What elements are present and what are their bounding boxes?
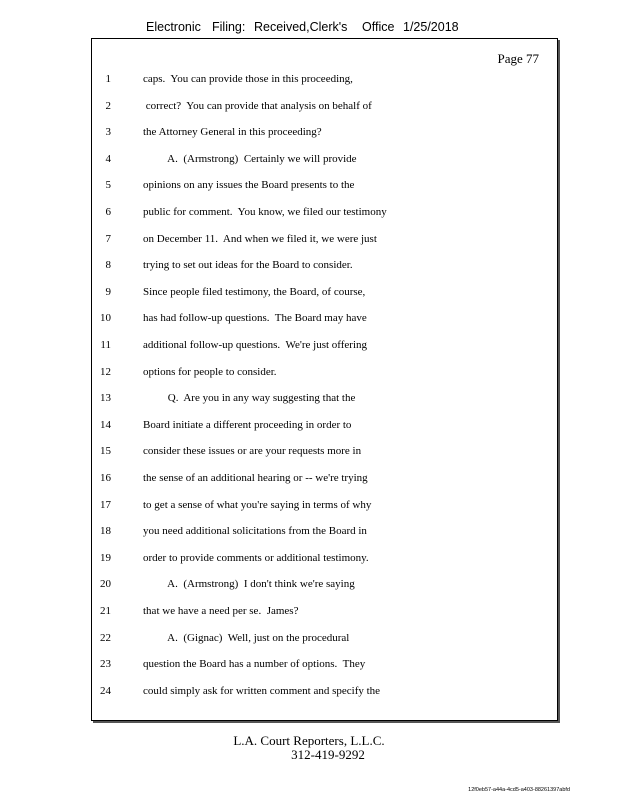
footer-phone: 312-419-9292 xyxy=(291,747,365,762)
transcript-line xyxy=(92,100,557,120)
transcript-line xyxy=(92,179,557,199)
transcript-line xyxy=(92,525,557,545)
line-text: the sense of an additional hearing or -- we're trying xyxy=(143,472,368,484)
transcript-line xyxy=(92,312,557,332)
header-office: Office xyxy=(362,20,395,34)
transcript-line xyxy=(92,499,557,519)
line-number: 15 xyxy=(100,445,111,458)
transcript-page xyxy=(91,38,558,721)
line-number: 2 xyxy=(105,99,111,112)
line-text: order to provide comments or additional testimony. xyxy=(143,551,369,564)
line-text: A. (Gignac) Well, just on the procedural xyxy=(143,631,350,644)
line-number: 23 xyxy=(100,658,111,671)
transcript-line xyxy=(92,685,557,705)
line-text: A. (Armstrong) I don't think we're saying xyxy=(143,578,355,591)
line-text: options for people to consider. xyxy=(143,365,277,378)
line-number: 21 xyxy=(100,605,111,617)
document-code: 12f0eb57-a44a-4cd5-a403-88261397abfd xyxy=(468,787,570,793)
line-text: to get a sense of what you're saying in terms of why xyxy=(143,498,372,511)
line-number: 10 xyxy=(100,312,111,325)
transcript-line xyxy=(92,206,557,226)
line-text: you need additional solicitations from the Board in xyxy=(143,525,367,538)
line-text: has had follow-up questions. The Board may have xyxy=(143,312,367,325)
line-number: 5 xyxy=(105,179,111,192)
line-text: question the Board has a number of options. They xyxy=(143,658,366,671)
line-number: 16 xyxy=(100,472,111,484)
line-number: 8 xyxy=(105,259,111,272)
line-text: that we have a need per se. James? xyxy=(143,605,299,617)
page-number: Page 77 xyxy=(497,51,539,66)
transcript-line xyxy=(92,605,557,625)
line-number: 13 xyxy=(100,392,111,405)
line-text: A. (Armstrong) Certainly we will provide xyxy=(143,152,357,165)
line-text: the Attorney General in this proceeding? xyxy=(143,126,322,139)
filing-header xyxy=(0,20,618,38)
line-number: 24 xyxy=(100,684,111,697)
line-text: on December 11. And when we filed it, we were just xyxy=(143,232,377,245)
transcript-line xyxy=(92,445,557,465)
transcript-line xyxy=(92,73,557,93)
line-text: Board initiate a different proceeding in order to xyxy=(143,418,352,431)
line-text: Since people filed testimony, the Board, of course, xyxy=(143,285,366,298)
header-electronic: Electronic xyxy=(146,20,201,34)
line-text: consider these issues or are your requests more in xyxy=(143,445,362,458)
line-number: 6 xyxy=(105,206,111,218)
transcript-line xyxy=(92,153,557,173)
transcript-line xyxy=(92,286,557,306)
footer-company: L.A. Court Reporters, L.L.C. xyxy=(233,733,385,748)
transcript-line xyxy=(92,366,557,386)
line-number: 22 xyxy=(100,631,111,644)
line-number: 17 xyxy=(100,498,111,511)
line-text: Q. Are you in any way suggesting that the xyxy=(143,392,356,405)
transcript-line xyxy=(92,339,557,359)
line-number: 20 xyxy=(100,578,111,591)
transcript-line xyxy=(92,472,557,492)
line-number: 9 xyxy=(105,285,111,298)
header-received: Received,Clerk's xyxy=(254,20,348,34)
line-text: correct? You can provide that analysis on behalf of xyxy=(143,99,372,112)
line-text: trying to set out ideas for the Board to consider. xyxy=(143,259,353,272)
transcript-line xyxy=(92,552,557,572)
line-number: 1 xyxy=(105,73,111,85)
header-date: 1/25/2018 xyxy=(403,20,459,34)
transcript-line xyxy=(92,392,557,412)
header-filing: Filing: xyxy=(212,20,246,34)
line-number: 12 xyxy=(100,365,111,378)
line-text: public for comment. You know, we filed our testimony xyxy=(143,206,387,218)
line-number: 19 xyxy=(100,551,111,564)
transcript-line xyxy=(92,126,557,146)
transcript-line xyxy=(92,578,557,598)
line-text: could simply ask for written comment and specify the xyxy=(143,684,381,697)
transcript-line xyxy=(92,259,557,279)
line-number: 14 xyxy=(100,418,111,431)
transcript-line xyxy=(92,419,557,439)
line-number: 4 xyxy=(105,152,111,165)
line-text: opinions on any issues the Board presents to the xyxy=(143,179,355,192)
line-text: additional follow-up questions. We're just offering xyxy=(143,339,368,351)
line-text: caps. You can provide those in this proceeding, xyxy=(143,73,353,85)
line-number: 18 xyxy=(100,525,111,538)
line-number: 11 xyxy=(100,339,111,351)
transcript-line xyxy=(92,658,557,678)
line-number: 7 xyxy=(105,232,111,245)
transcript-line xyxy=(92,233,557,253)
line-number: 3 xyxy=(105,126,111,139)
transcript-line xyxy=(92,632,557,652)
